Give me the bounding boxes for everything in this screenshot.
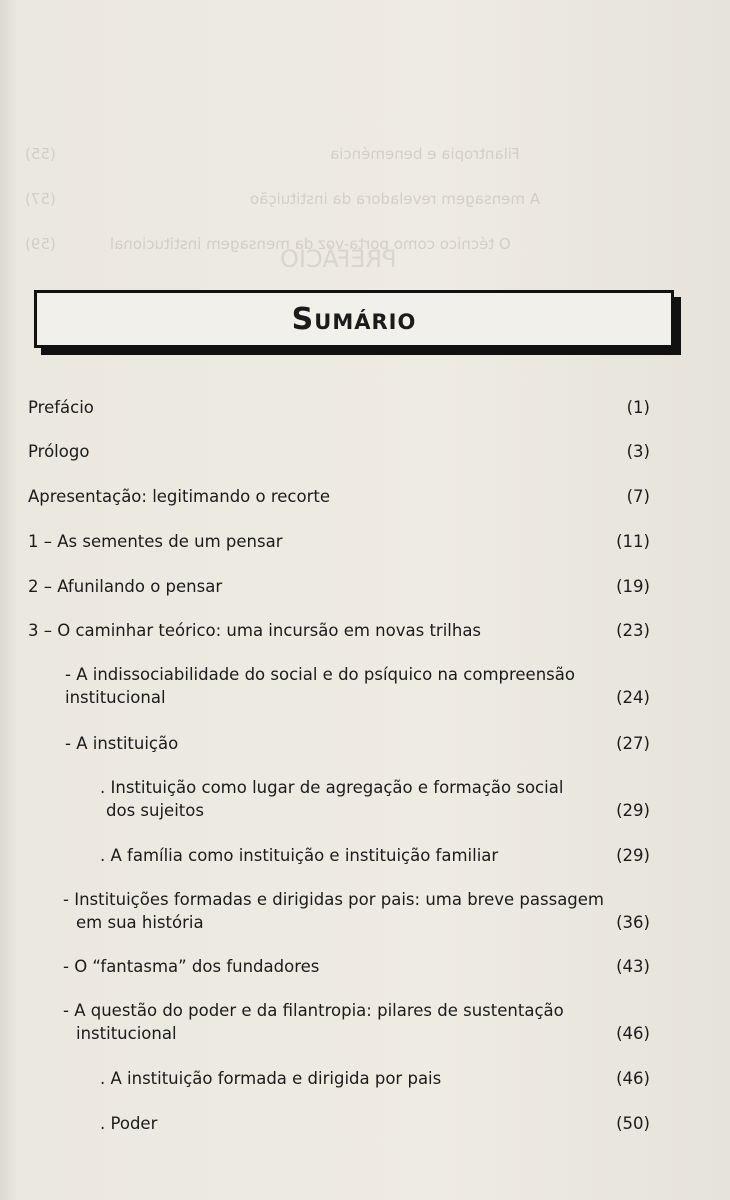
toc-entry-page: (50) (616, 1114, 650, 1133)
toc-entry-page: (36) (616, 913, 650, 932)
toc-entry-title: . Instituição como lugar de agregação e formação social (100, 778, 564, 797)
toc-entry-page: (19) (616, 577, 650, 596)
show-through-line: O técnico como porta-voz da mensagem institucional (110, 235, 511, 253)
toc-entry-title: . A família como instituição e instituição familiar (100, 846, 499, 865)
toc-entry-title: - A questão do poder e da filantropia: pilares de sustentação (63, 1001, 564, 1020)
toc-entry-title: Apresentação: legitimando o recorte (28, 487, 330, 506)
show-through-line: A mensagem reveladora da instituição (250, 190, 541, 208)
toc-entry-page: (23) (616, 621, 650, 640)
toc-entry-title: 3 – O caminhar teórico: uma incursão em novas trilhas (28, 621, 482, 640)
toc-entry-title: Prefácio (28, 398, 94, 417)
toc-entry-title: . A instituição formada e dirigida por pais (100, 1069, 442, 1088)
toc-entry-title: - A indissociabilidade do social e do psíquico na compreensão (65, 665, 575, 684)
show-through-page: (59) (25, 235, 56, 253)
show-through-page: (57) (25, 190, 56, 208)
toc-entry-page: (29) (616, 846, 650, 865)
toc-entry-title: - A instituição (65, 734, 179, 753)
toc-entry-page: (27) (616, 734, 650, 753)
toc-entry-page: (46) (616, 1024, 650, 1043)
toc-entry-title: . Poder (100, 1114, 158, 1133)
toc-entry-title: 1 – As sementes de um pensar (28, 532, 283, 551)
toc-entry-title: - Instituições formadas e dirigidas por pais: uma breve passagem (63, 890, 605, 909)
toc-entry-title-continued: institucional (76, 1024, 177, 1043)
toc-entry-page: (46) (616, 1069, 650, 1088)
toc-entry-title: Prólogo (28, 442, 90, 461)
show-through-line: Filantropia e beneméncia (330, 145, 520, 163)
toc-entry-title-continued: dos sujeitos (106, 801, 204, 820)
toc-entry-page: (24) (616, 688, 650, 707)
toc-entry-title: - O “fantasma” dos fundadores (63, 957, 320, 976)
toc-entry-title-continued: em sua história (76, 913, 204, 932)
toc-entry-page: (7) (626, 487, 650, 506)
show-through-heading: PREFÁCIO (280, 245, 397, 273)
toc-entry-page: (3) (626, 442, 650, 461)
toc-entry-page: (11) (616, 532, 650, 551)
toc-entry-page: (29) (616, 801, 650, 820)
show-through-page: (55) (25, 145, 56, 163)
toc-entry-page: (1) (626, 398, 650, 417)
page-title: Sumário (291, 301, 417, 337)
toc-entry-title-continued: institucional (65, 688, 166, 707)
toc-entry-page: (43) (616, 957, 650, 976)
toc-entry-title: 2 – Afunilando o pensar (28, 577, 223, 596)
